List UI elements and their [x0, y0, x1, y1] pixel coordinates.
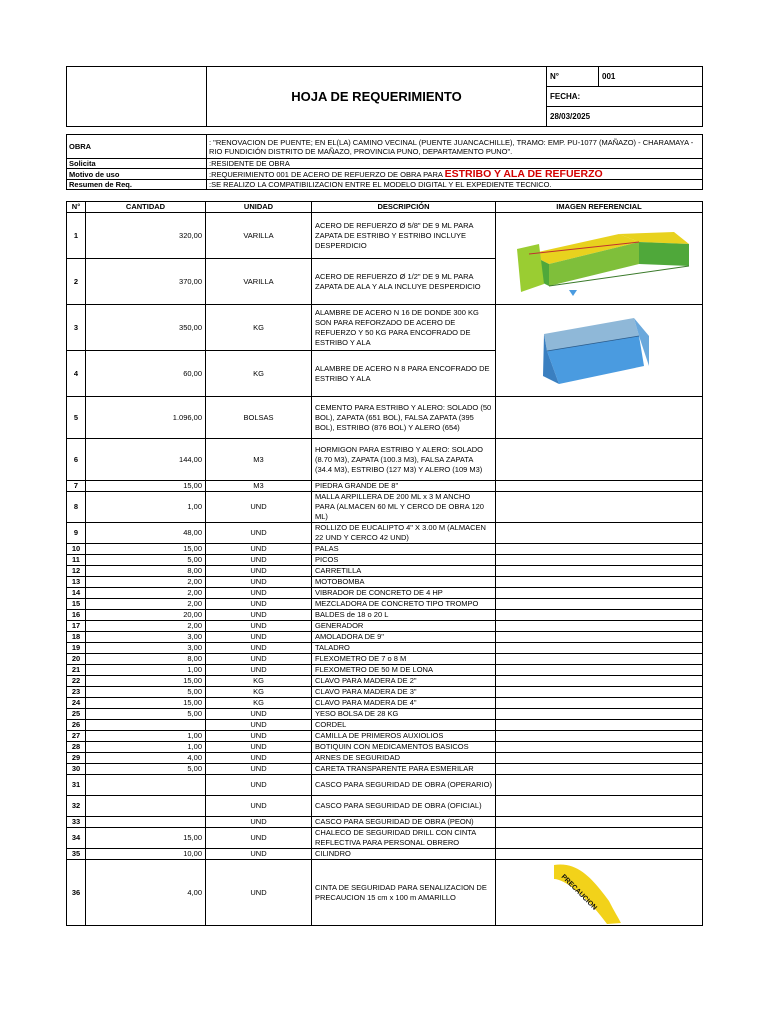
image-cell-empty [496, 709, 703, 720]
col-header-descripcion: DESCRIPCIÓN [312, 202, 496, 213]
row-unidad: UND [206, 742, 312, 753]
row-unidad: UND [206, 632, 312, 643]
row-descripcion: MEZCLADORA DE CONCRETO TIPO TROMPO [312, 599, 496, 610]
row-unidad: UND [206, 492, 312, 523]
header-table [66, 66, 703, 127]
image-cell-empty [496, 665, 703, 676]
row-descripcion: CLAVO PARA MADERA DE 4" [312, 698, 496, 709]
image-cell-empty [496, 544, 703, 555]
image-cell-empty [496, 588, 703, 599]
row-descripcion: CASCO PARA SEGURIDAD DE OBRA (OFICIAL) [312, 796, 496, 817]
image-cell-empty [496, 796, 703, 817]
table-row [67, 577, 703, 588]
row-unidad: UND [206, 610, 312, 621]
row-number: 24 [67, 698, 86, 709]
row-cantidad: 350,00 [86, 305, 206, 351]
number-label: N° [547, 67, 599, 87]
row-descripcion: PALAS [312, 544, 496, 555]
row-number: 18 [67, 632, 86, 643]
image-cell-empty [496, 828, 703, 849]
row-cantidad: 1,00 [86, 665, 206, 676]
row-descripcion: ALAMBRE DE ACERO N 16 DE DONDE 300 KG SON PARA REFORZADO DE ACERO DE REFUERZO Y 50 KG PARA ENCOFRADO DE ESTRIBO Y ALA [312, 305, 496, 351]
row-descripcion: CARETA TRANSPARENTE PARA ESMERILAR [312, 764, 496, 775]
row-number: 7 [67, 481, 86, 492]
table-row [67, 397, 703, 439]
row-unidad: UND [206, 860, 312, 926]
row-descripcion: ROLLIZO DE EUCALIPTO 4" X 3.00 M (ALMACEN 22 UND Y CERCO 42 UND) [312, 523, 496, 544]
table-row [67, 796, 703, 817]
fecha-label: FECHA: [547, 87, 703, 107]
table-row [67, 643, 703, 654]
row-number: 36 [67, 860, 86, 926]
header-blank-cell [67, 67, 207, 127]
row-descripcion: AMOLADORA DE 9" [312, 632, 496, 643]
row-descripcion: CAMILLA DE PRIMEROS AUXIOLIOS [312, 731, 496, 742]
image-cell-empty [496, 492, 703, 523]
table-row [67, 775, 703, 796]
row-unidad: UND [206, 720, 312, 731]
row-unidad: UND [206, 654, 312, 665]
table-row [67, 849, 703, 860]
row-cantidad [86, 775, 206, 796]
row-number: 30 [67, 764, 86, 775]
row-number: 16 [67, 610, 86, 621]
row-number: 35 [67, 849, 86, 860]
row-number: 11 [67, 555, 86, 566]
image-cell-empty [496, 632, 703, 643]
row-cantidad [86, 720, 206, 731]
bridge-abutment-render-image [499, 214, 703, 304]
items-body [67, 213, 703, 926]
row-cantidad: 20,00 [86, 610, 206, 621]
row-descripcion: ACERO DE REFUERZO Ø 5/8" DE 9 ML PARA ZAPATA DE ESTRIBO Y ESTRIBO INCLUYE DESPERDICIO [312, 213, 496, 259]
image-cell-empty [496, 720, 703, 731]
row-cantidad [86, 817, 206, 828]
image-cell-empty [496, 577, 703, 588]
row-descripcion: VIBRADOR DE CONCRETO DE 4 HP [312, 588, 496, 599]
row-number: 10 [67, 544, 86, 555]
row-unidad: UND [206, 577, 312, 588]
row-number: 28 [67, 742, 86, 753]
table-row [67, 305, 703, 351]
image-cell-empty [496, 566, 703, 577]
row-unidad: UND [206, 753, 312, 764]
table-row [67, 687, 703, 698]
row-unidad: UND [206, 709, 312, 720]
row-unidad: KG [206, 698, 312, 709]
row-cantidad: 370,00 [86, 259, 206, 305]
image-cell-empty [496, 621, 703, 632]
row-cantidad: 1,00 [86, 492, 206, 523]
row-descripcion: BALDES de 18 o 20 L [312, 610, 496, 621]
table-row [67, 481, 703, 492]
row-cantidad: 10,00 [86, 849, 206, 860]
row-cantidad: 5,00 [86, 687, 206, 698]
row-unidad: UND [206, 621, 312, 632]
row-cantidad: 60,00 [86, 351, 206, 397]
row-unidad: KG [206, 305, 312, 351]
table-row [67, 676, 703, 687]
row-number: 33 [67, 817, 86, 828]
image-cell-empty [496, 676, 703, 687]
row-cantidad: 8,00 [86, 654, 206, 665]
row-number: 9 [67, 523, 86, 544]
obra-value: : "RENOVACION DE PUENTE; EN EL(LA) CAMINO VECINAL (PUENTE JUANCACHILLE), TRAMO: EMP. PU-1077 (MAÑAZO) - CHARAMAYA - RIO FUNDICIÓN DISTRITO DE MAÑAZO, PROVINCIA PUNO, DEPARTAMENTO PUNO". [207, 135, 703, 159]
row-descripcion: FLEXOMETRO DE 50 M DE LONA [312, 665, 496, 676]
table-row [67, 555, 703, 566]
row-cantidad: 15,00 [86, 544, 206, 555]
row-descripcion: ALAMBRE DE ACERO N 8 PARA ENCOFRADO DE ESTRIBO Y ALA [312, 351, 496, 397]
row-number: 17 [67, 621, 86, 632]
motivo-highlight: ESTRIBO Y ALA DE REFUERZO [444, 168, 603, 180]
table-row [67, 213, 703, 259]
row-cantidad: 48,00 [86, 523, 206, 544]
table-row [67, 523, 703, 544]
image-cell-empty [496, 731, 703, 742]
row-cantidad: 1,00 [86, 731, 206, 742]
row-number: 14 [67, 588, 86, 599]
row-unidad: UND [206, 588, 312, 599]
row-descripcion: CLAVO PARA MADERA DE 2" [312, 676, 496, 687]
row-descripcion: CASCO PARA SEGURIDAD DE OBRA (PEON) [312, 817, 496, 828]
items-table [66, 201, 703, 926]
row-number: 13 [67, 577, 86, 588]
image-cell-empty [496, 753, 703, 764]
image-cell-empty [496, 610, 703, 621]
row-descripcion: CLAVO PARA MADERA DE 3" [312, 687, 496, 698]
row-descripcion: CEMENTO PARA ESTRIBO Y ALERO: SOLADO (50 BOL), ZAPATA (651 BOL), FALSA ZAPATA (395 BOL), ESTRIBO (876 BOL) Y ALERO (654) [312, 397, 496, 439]
image-cell-empty [496, 599, 703, 610]
row-number: 34 [67, 828, 86, 849]
row-cantidad: 15,00 [86, 676, 206, 687]
row-cantidad: 320,00 [86, 213, 206, 259]
row-unidad: UND [206, 544, 312, 555]
row-unidad: KG [206, 687, 312, 698]
row-descripcion: GENERADOR [312, 621, 496, 632]
row-descripcion: CARRETILLA [312, 566, 496, 577]
row-number: 29 [67, 753, 86, 764]
image-cell-empty [496, 481, 703, 492]
row-unidad: UND [206, 566, 312, 577]
table-row [67, 544, 703, 555]
table-row [67, 764, 703, 775]
row-cantidad: 4,00 [86, 753, 206, 764]
row-unidad: UND [206, 523, 312, 544]
row-number: 26 [67, 720, 86, 731]
row-descripcion: ARNES DE SEGURIDAD [312, 753, 496, 764]
tape-text: PRECAUCION [559, 872, 598, 912]
solicita-value: :RESIDENTE DE OBRA [207, 159, 703, 169]
table-row [67, 709, 703, 720]
table-row [67, 698, 703, 709]
row-cantidad: 8,00 [86, 566, 206, 577]
row-number: 21 [67, 665, 86, 676]
row-descripcion: TALADRO [312, 643, 496, 654]
row-descripcion: FLEXOMETRO DE 7 o 8 M [312, 654, 496, 665]
caution-tape-image [499, 861, 703, 925]
row-unidad: M3 [206, 439, 312, 481]
row-unidad: UND [206, 599, 312, 610]
table-row [67, 860, 703, 926]
row-number: 22 [67, 676, 86, 687]
row-descripcion: CASCO PARA SEGURIDAD DE OBRA (OPERARIO) [312, 775, 496, 796]
row-unidad: UND [206, 764, 312, 775]
obra-label: OBRA [67, 135, 207, 159]
row-unidad: UND [206, 665, 312, 676]
row-number: 27 [67, 731, 86, 742]
image-cell-empty [496, 849, 703, 860]
row-number: 19 [67, 643, 86, 654]
table-row [67, 817, 703, 828]
row-descripcion: PICOS [312, 555, 496, 566]
row-descripcion: CHALECO DE SEGURIDAD DRILL CON CINTA REFLECTIVA PARA PERSONAL OBRERO [312, 828, 496, 849]
motivo-label: Motivo de uso [67, 169, 207, 180]
image-cell-empty [496, 764, 703, 775]
table-row [67, 654, 703, 665]
row-unidad: UND [206, 828, 312, 849]
row-unidad: VARILLA [206, 259, 312, 305]
row-cantidad: 5,00 [86, 709, 206, 720]
table-row [67, 720, 703, 731]
row-unidad: UND [206, 775, 312, 796]
row-number: 5 [67, 397, 86, 439]
image-cell-empty [496, 687, 703, 698]
row-cantidad: 2,00 [86, 621, 206, 632]
row-descripcion: CORDEL [312, 720, 496, 731]
image-cell-bridge-render [496, 213, 703, 305]
table-row [67, 492, 703, 523]
row-cantidad: 5,00 [86, 764, 206, 775]
row-unidad: UND [206, 817, 312, 828]
row-number: 31 [67, 775, 86, 796]
table-row [67, 588, 703, 599]
table-row [67, 828, 703, 849]
row-descripcion: CINTA DE SEGURIDAD PARA SENALIZACION DE PRECAUCION 15 cm x 100 m AMARILLO [312, 860, 496, 926]
row-number: 4 [67, 351, 86, 397]
footing-render-image [499, 306, 703, 396]
fecha-value: 28/03/2025 [547, 107, 703, 127]
resumen-value: :SE REALIZO LA COMPATIBILIZACION ENTRE EL MODELO DIGITAL Y EL EXPEDIENTE TECNICO. [207, 180, 703, 190]
info-table [66, 134, 703, 190]
row-number: 25 [67, 709, 86, 720]
row-cantidad: 15,00 [86, 481, 206, 492]
image-cell-empty [496, 817, 703, 828]
table-row [67, 731, 703, 742]
row-descripcion: HORMIGON PARA ESTRIBO Y ALERO: SOLADO (8.70 M3), ZAPATA (100.3 M3), FALSA ZAPATA (34.4 M3), ESTRIBO (127 M3) Y ALERO (109 M3) [312, 439, 496, 481]
row-number: 23 [67, 687, 86, 698]
row-number: 6 [67, 439, 86, 481]
image-cell-empty [496, 397, 703, 439]
row-descripcion: PIEDRA GRANDE DE 8" [312, 481, 496, 492]
row-cantidad: 15,00 [86, 828, 206, 849]
image-cell-empty [496, 439, 703, 481]
image-cell-empty [496, 523, 703, 544]
table-row [67, 621, 703, 632]
row-cantidad: 5,00 [86, 555, 206, 566]
row-unidad: M3 [206, 481, 312, 492]
row-number: 2 [67, 259, 86, 305]
row-number: 3 [67, 305, 86, 351]
table-row [67, 599, 703, 610]
row-descripcion: MOTOBOMBA [312, 577, 496, 588]
image-cell-empty [496, 654, 703, 665]
row-number: 8 [67, 492, 86, 523]
row-descripcion: CILINDRO [312, 849, 496, 860]
row-unidad: UND [206, 796, 312, 817]
row-unidad: UND [206, 731, 312, 742]
table-row [67, 742, 703, 753]
table-row [67, 753, 703, 764]
table-row [67, 439, 703, 481]
row-unidad: BOLSAS [206, 397, 312, 439]
motivo-cell [207, 169, 703, 180]
row-unidad: UND [206, 555, 312, 566]
row-cantidad: 2,00 [86, 588, 206, 599]
row-cantidad: 15,00 [86, 698, 206, 709]
image-cell-empty [496, 698, 703, 709]
row-cantidad: 2,00 [86, 599, 206, 610]
row-number: 32 [67, 796, 86, 817]
row-cantidad: 144,00 [86, 439, 206, 481]
table-row [67, 610, 703, 621]
row-descripcion: BOTIQUIN CON MEDICAMENTOS BASICOS [312, 742, 496, 753]
row-cantidad: 2,00 [86, 577, 206, 588]
row-descripcion: ACERO DE REFUERZO Ø 1/2" DE 9 ML PARA ZAPATA DE ALA Y ALA INCLUYE DESPERDICIO [312, 259, 496, 305]
row-number: 15 [67, 599, 86, 610]
number-value: 001 [599, 67, 703, 87]
image-cell-empty [496, 742, 703, 753]
row-unidad: UND [206, 643, 312, 654]
page-title: HOJA DE REQUERIMIENTO [207, 67, 547, 127]
row-unidad: VARILLA [206, 213, 312, 259]
row-cantidad: 1.096,00 [86, 397, 206, 439]
row-unidad: UND [206, 849, 312, 860]
col-header-unidad: UNIDAD [206, 202, 312, 213]
resumen-label: Resumen de Req. [67, 180, 207, 190]
image-cell-empty [496, 775, 703, 796]
row-cantidad [86, 796, 206, 817]
col-header-imagen: IMAGEN REFERENCIAL [496, 202, 703, 213]
row-unidad: KG [206, 351, 312, 397]
solicita-label: Solicita [67, 159, 207, 169]
row-descripcion: YESO BOLSA DE 28 KG [312, 709, 496, 720]
table-row [67, 665, 703, 676]
row-cantidad: 4,00 [86, 860, 206, 926]
image-cell-empty [496, 643, 703, 654]
image-cell-footing-render [496, 305, 703, 397]
table-row [67, 632, 703, 643]
row-cantidad: 3,00 [86, 643, 206, 654]
image-cell-caution-tape [496, 860, 703, 926]
row-descripcion: MALLA ARPILLERA DE 200 ML x 3 M ANCHO PARA (ALMACEN 60 ML Y CERCO DE OBRA 120 ML) [312, 492, 496, 523]
image-cell-empty [496, 555, 703, 566]
col-header-cantidad: CANTIDAD [86, 202, 206, 213]
row-number: 12 [67, 566, 86, 577]
row-cantidad: 3,00 [86, 632, 206, 643]
row-number: 1 [67, 213, 86, 259]
row-number: 20 [67, 654, 86, 665]
col-header-num: N° [67, 202, 86, 213]
motivo-value: :REQUERIMIENTO 001 DE ACERO DE REFUERZO DE OBRA PARA [209, 169, 445, 179]
row-cantidad: 1,00 [86, 742, 206, 753]
table-row [67, 566, 703, 577]
row-unidad: KG [206, 676, 312, 687]
